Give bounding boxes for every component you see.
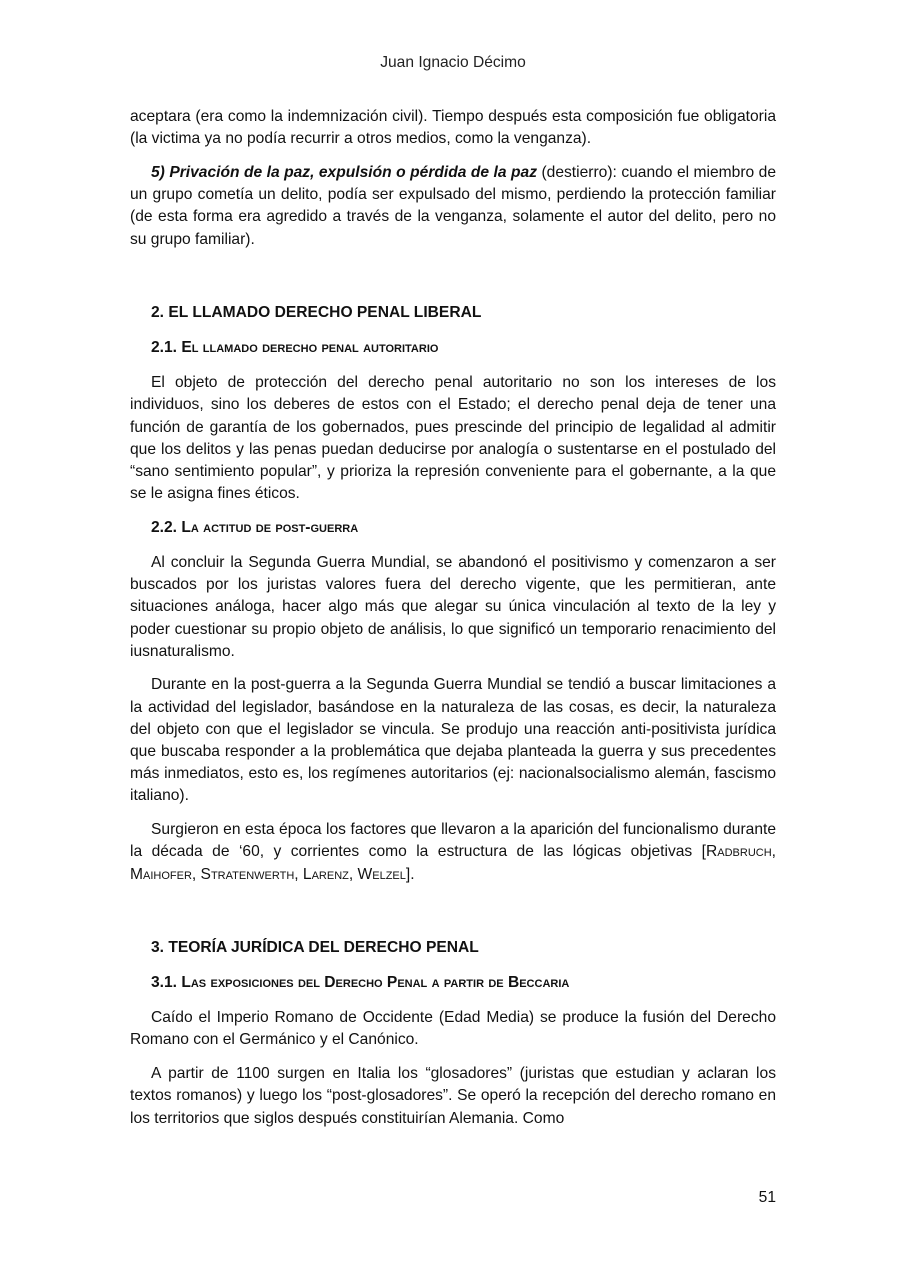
paragraph	[130, 819, 776, 886]
paragraph: Caído el Imperio Romano de Occidente (Edad Media) se produce la fusión del Derecho Romano con el Germánico y el Canónico.	[130, 1009, 776, 1049]
running-header: Juan Ignacio Décimo	[380, 54, 526, 71]
paragraph-text: (destierro): cuando el miembro de un grupo cometía un delito, podía ser expulsado del mismo, perdiendo la protección familiar (de esta forma era agredido a través de la venganza, solamente el autor del delito, pero no su grupo familiar).	[130, 163, 776, 248]
subsection-heading: 3.1. Las exposiciones del Derecho Penal a partir de Beccaria	[151, 974, 570, 992]
paragraph-text: Surgieron en esta época los factores que llevaron a la aparición del funcionalismo durante la década de ‘60, y corrientes como la estructura de las lógicas objetivas [	[130, 821, 776, 861]
subsection-heading: 2.1. El llamado derecho penal autoritario	[151, 339, 439, 357]
paragraph: Al concluir la Segunda Guerra Mundial, se abandonó el positivismo y comenzaron a ser buscados por los juristas valores fuera del derecho vigente, que les permitieran, ante situaciones análoga, hacer algo más que alegar su única vinculación al texto de la ley y poder cuestionar su propio objeto de análisis, lo que significó un temporario renacimiento del iusnaturalismo.	[130, 553, 776, 660]
page-number: 51	[758, 1189, 776, 1206]
subsection-heading: 2.2. La actitud de post-guerra	[151, 518, 359, 536]
section-heading: 3. TEORÍA JURÍDICA DEL DERECHO PENAL	[151, 938, 479, 956]
paragraph: El objeto de protección del derecho penal autoritario no son los intereses de los individuos, sino los deberes de estos con el Estado; el derecho penal deja de tener una función de garantía de los gobernados, pues prescinde del principio de legalidad al admitir que los delitos y las penas puedan deducirse por analogía o sustentarse en el postulado del “sano sentimiento popular”, y prioriza la represión conveniente para el gobernante, a la que se le asigna fines éticos.	[130, 374, 776, 503]
section-heading: 2. EL LLAMADO DERECHO PENAL LIBERAL	[151, 303, 482, 321]
paragraph	[130, 162, 776, 251]
paragraph: aceptara (era como la indemnización civil). Tiempo después esta composición fue obligatoria (la victima ya no podía recurrir a otros medios, como la venganza).	[130, 108, 776, 148]
paragraph: A partir de 1100 surgen en Italia los “glosadores” (juristas que estudian y aclaran los textos romanos) y luego los “post-glosadores”. Se operó la recepción del derecho romano en los territorios que siglos después constituirían Alemania. Como	[130, 1065, 776, 1127]
paragraph: Durante en la post-guerra a la Segunda Guerra Mundial se tendió a buscar limitaciones a la actividad del legislador, basándose en la naturaleza de las cosas, es decir, la naturaleza del objeto con que el legislador se vincula. Se produjo una reacción anti-positivista jurídica que buscaba responder a la problemática que dejaba planteada la guerra y sus precedentes más inmediatos, esto es, los regímenes autoritarios (ej: nacionalsocialismo alemán, fascismo italiano).	[130, 676, 776, 805]
document-body	[130, 106, 776, 1141]
emphasized-term: 5) Privación de la paz, expulsión o pérdida de la paz	[151, 163, 538, 181]
paragraph-text-end: ].	[405, 865, 415, 883]
author-list: Radbruch, Maihofer, Stratenwerth, Larenz, Welzel	[130, 843, 776, 883]
